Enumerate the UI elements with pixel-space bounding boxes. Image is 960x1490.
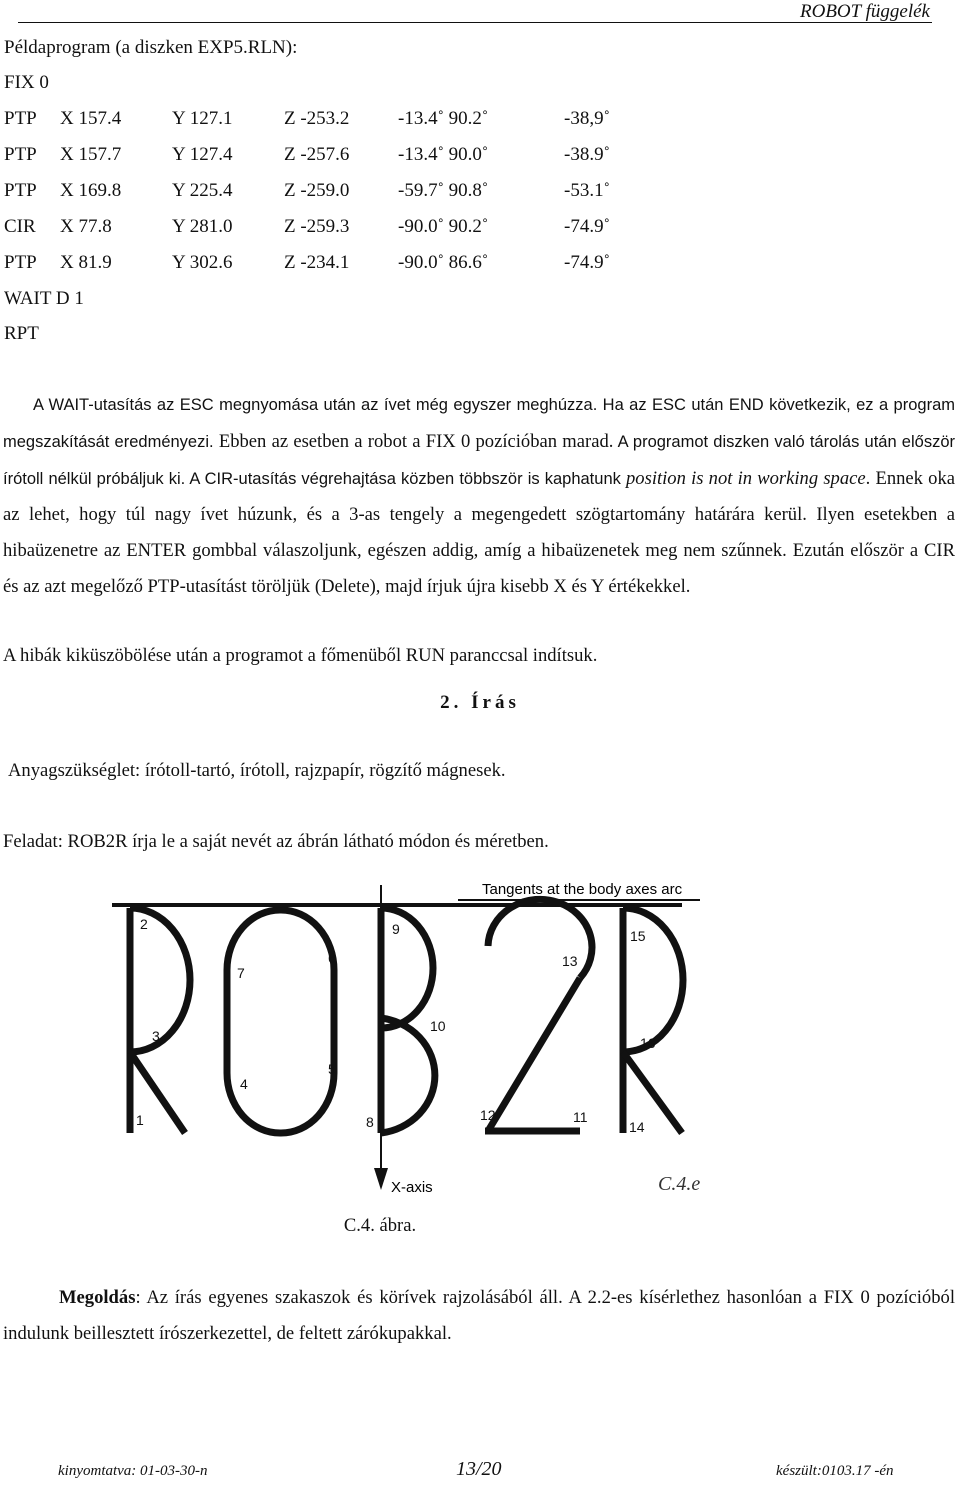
angles: -59.7˚ 90.8˚ xyxy=(398,180,489,201)
point-label: 10 xyxy=(430,1018,446,1034)
program-row xyxy=(4,252,944,276)
y-value: Y 127.1 xyxy=(172,108,233,129)
z-value: Z -234.1 xyxy=(284,252,350,273)
program-row xyxy=(4,108,944,132)
program-rpt: RPT xyxy=(4,323,39,344)
angle-last: -38,9˚ xyxy=(564,108,610,129)
cmd: PTP xyxy=(4,252,37,273)
point-label: 2 xyxy=(140,916,148,932)
para-text-c: A programot diszken való tárolás után először írótoll nélkül próbáljuk ki. A CIR-utasítás végrehajtása közben többször is kaphatunk xyxy=(3,432,955,488)
point-label: 3 xyxy=(152,1028,160,1044)
page-number: 13/20 xyxy=(456,1458,502,1480)
angle-last: -38.9˚ xyxy=(564,144,610,165)
z-value: Z -257.6 xyxy=(284,144,350,165)
cmd: PTP xyxy=(4,108,37,129)
footer-printed: kinyomtatva: 01-03-30-n xyxy=(58,1463,208,1479)
program-row xyxy=(4,216,944,240)
x-value: X 169.8 xyxy=(60,180,122,201)
letter-o xyxy=(227,910,334,1133)
y-value: Y 281.0 xyxy=(172,216,233,237)
solution-text: : Az írás egyenes szakaszok és körívek rajzolásából áll. A 2.2-es kísérlethez hasonlóan a FIX 0 pozícióból indulunk beillesztett írószerkezettel, de feltett zárókupakkal. xyxy=(3,1287,955,1344)
angles: -90.0˚ 86.6˚ xyxy=(398,252,489,273)
tangents-label: Tangents at the body axes arc xyxy=(482,881,683,898)
point-label: 14 xyxy=(629,1119,645,1135)
point-label: 7 xyxy=(237,965,245,981)
angle-last: -74.9˚ xyxy=(564,252,610,273)
point-label: 11 xyxy=(573,1109,588,1125)
y-value: Y 127.4 xyxy=(172,144,233,165)
angle-last: -74.9˚ xyxy=(564,216,610,237)
cmd: PTP xyxy=(4,144,37,165)
angles: -13.4˚ 90.2˚ xyxy=(398,108,489,129)
section-title: 2. Írás xyxy=(440,692,520,713)
letter-r-first xyxy=(130,908,190,1133)
x-value: X 157.4 xyxy=(60,108,122,129)
program-wait: WAIT D 1 xyxy=(4,288,84,309)
explanation-paragraph xyxy=(3,387,955,605)
letter-b xyxy=(381,908,435,1133)
x-axis-label: X-axis xyxy=(391,1179,433,1196)
run-instruction: A hibák kiküszöbölése után a programot a főmenüből RUN paranccsal indítsuk. xyxy=(3,645,598,666)
point-label: 1 xyxy=(136,1112,144,1128)
z-value: Z -259.3 xyxy=(284,216,350,237)
z-value: Z -259.0 xyxy=(284,180,350,201)
rob2r-figure xyxy=(100,868,720,1198)
materials-line: Anyagszükséglet: írótoll-tartó, írótoll, rajzpapír, rögzítő mágnesek. xyxy=(8,760,506,781)
angle-last: -53.1˚ xyxy=(564,180,610,201)
header-rule xyxy=(18,22,932,23)
point-label: 4 xyxy=(240,1076,248,1092)
angles: -13.4˚ 90.0˚ xyxy=(398,144,489,165)
x-value: X 77.8 xyxy=(60,216,112,237)
y-value: Y 302.6 xyxy=(172,252,233,273)
solution-label: Megoldás xyxy=(59,1287,136,1308)
program-row xyxy=(4,144,944,168)
para-text-a: A WAIT-utasítás az ESC megnyomása után az ívet még egyszer meghúzza. Ha az ESC után END következik, ez a program megszakítását eredményezi. xyxy=(3,396,955,451)
running-header: ROBOT függelék xyxy=(800,1,930,22)
point-label: 9 xyxy=(392,921,400,937)
task-line: Feladat: ROB2R írja le a saját nevét az ábrán látható módon és méretben. xyxy=(3,831,549,852)
point-label: 13 xyxy=(562,953,578,969)
cmd: CIR xyxy=(4,216,36,237)
x-value: X 157.7 xyxy=(60,144,122,165)
program-fix: FIX 0 xyxy=(4,72,49,93)
y-value: Y 225.4 xyxy=(172,180,233,201)
x-value: X 81.9 xyxy=(60,252,112,273)
cmd: PTP xyxy=(4,180,37,201)
angles: -90.0˚ 90.2˚ xyxy=(398,216,489,237)
para-text-d: . Ennek oka az lehet, hogy túl nagy ívet húzunk, és a 3-as tengely a megengedett szögtartomány határára kerül. Ilyen esetekben a hibaüzenetre az ENTER gombbal válaszoljunk, egészen addig, amíg a hibaüzenetek meg nem szűnnek. Ezután először a CIR és az azt megelőző PTP-utasítást töröljük (Delete), majd írjuk újra kisebb X és Y értékekkel. xyxy=(3,467,955,597)
point-label: 15 xyxy=(630,928,646,944)
figure-caption: C.4. ábra. xyxy=(343,1215,417,1236)
point-label: 12 xyxy=(480,1107,496,1123)
solution-paragraph xyxy=(3,1280,955,1352)
error-message: position is not in working space xyxy=(625,467,866,489)
signature-mark: C.4.e xyxy=(658,1173,701,1195)
point-label: 8 xyxy=(366,1114,374,1130)
point-label: 5 xyxy=(328,1061,336,1077)
x-axis-arrow-icon xyxy=(374,1168,388,1190)
digit-two xyxy=(485,899,592,1131)
z-value: Z -253.2 xyxy=(284,108,350,129)
para-text-b: Ebben az esetben a robot a FIX 0 pozícióban marad. xyxy=(213,430,614,452)
program-intro: Példaprogram (a diszken EXP5.RLN): xyxy=(4,37,298,58)
point-label: 16 xyxy=(640,1035,656,1051)
point-label: 6 xyxy=(328,950,336,966)
footer-made: készült:0103.17 -én xyxy=(776,1463,894,1479)
program-row xyxy=(4,180,944,204)
